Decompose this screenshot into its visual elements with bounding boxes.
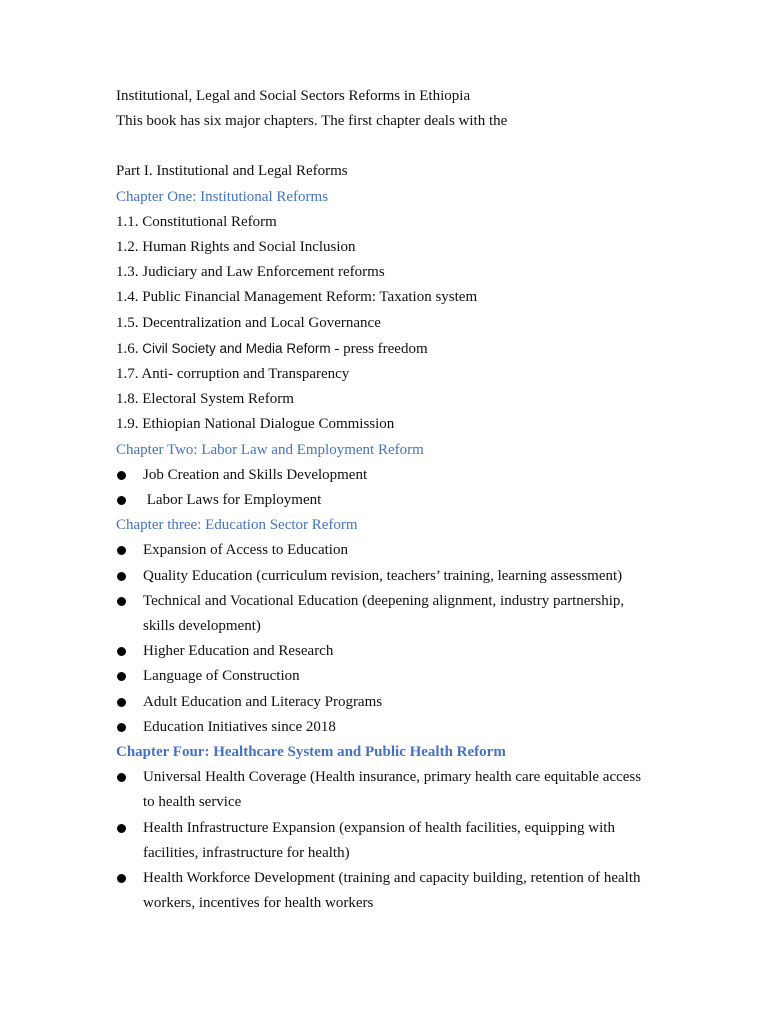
section-1-6-title: Civil Society and Media Reform [142, 340, 331, 356]
chapter-four-list [116, 765, 676, 916]
section-1-6 [116, 336, 676, 362]
chapter-three-list [116, 538, 676, 740]
list-item [116, 463, 676, 488]
list-item-text: Universal Health Coverage (Health insurance, primary health care equitable access to health service [143, 769, 642, 811]
bullet-icon [117, 496, 126, 505]
chapter-two-heading: Chapter Two: Labor Law and Employment Reform [116, 441, 424, 458]
list-item-text: Higher Education and Research [143, 643, 334, 660]
list-item-text: Language of Construction [143, 668, 300, 685]
section-1-2: 1.2. Human Rights and Social Inclusion [116, 239, 356, 256]
section-1-7: 1.7. Anti- corruption and Transparency [116, 366, 350, 383]
bullet-icon [117, 546, 126, 555]
list-item [116, 690, 676, 715]
bullet-icon [117, 471, 126, 480]
list-item-text: Job Creation and Skills Development [143, 466, 368, 483]
section-1-5: 1.5. Decentralization and Local Governance [116, 314, 381, 331]
section-1-9: 1.9. Ethiopian National Dialogue Commission [116, 416, 395, 433]
list-item [116, 538, 676, 563]
list-item [116, 816, 643, 866]
list-item-text: Technical and Vocational Education (deepening alignment, industry partnership, skills development) [143, 592, 625, 635]
section-1-4: 1.4. Public Financial Management Reform: Taxation system [116, 289, 478, 306]
list-item-text: Health Infrastructure Expansion (expansion of health facilities, equipping with facilities, infrastructure for health) [143, 819, 615, 861]
list-item-text: Health Workforce Development (training and capacity building, retention of health workers, incentives for health workers [143, 870, 641, 912]
list-item [116, 765, 643, 815]
list-item-text: Expansion of Access to Education [143, 542, 348, 559]
list-item [116, 564, 676, 589]
section-1-6-number: 1.6. [116, 340, 143, 357]
list-item [116, 664, 676, 689]
bullet-icon [117, 672, 126, 681]
section-1-6-suffix: - press freedom [330, 340, 428, 357]
list-item [116, 715, 676, 740]
section-1-1: 1.1. Constitutional Reform [116, 213, 277, 230]
list-item [116, 866, 643, 916]
chapter-three-heading: Chapter three: Education Sector Reform [116, 517, 358, 534]
chapter-one-heading: Chapter One: Institutional Reforms [116, 188, 329, 205]
part-heading: Part I. Institutional and Legal Reforms [116, 163, 348, 180]
chapter-two-list [116, 463, 676, 513]
section-1-8: 1.8. Electoral System Reform [116, 391, 294, 408]
bullet-icon [117, 698, 126, 707]
bullet-icon [117, 723, 126, 732]
chapter-four-heading: Chapter Four: Healthcare System and Public Health Reform [116, 744, 506, 761]
list-item [116, 639, 676, 664]
document-title: Institutional, Legal and Social Sectors Reforms in Ethiopia [116, 88, 471, 104]
bullet-icon [117, 647, 126, 656]
document-page [116, 84, 676, 917]
bullet-icon [117, 597, 126, 606]
list-item [116, 589, 643, 639]
list-item-text: Education Initiatives since 2018 [143, 718, 336, 735]
bullet-icon [117, 874, 126, 883]
intro-paragraph: This book has six major chapters. The first chapter deals with the [116, 113, 508, 130]
list-item [116, 488, 676, 513]
bullet-icon [117, 773, 126, 782]
bullet-icon [117, 572, 126, 581]
list-item-text: Quality Education (curriculum revision, teachers’ training, learning assessment) [143, 567, 623, 584]
bullet-icon [117, 824, 126, 833]
blank-line [116, 134, 676, 159]
list-item-text: Labor Laws for Employment [143, 492, 322, 509]
section-1-3: 1.3. Judiciary and Law Enforcement reforms [116, 264, 385, 281]
list-item-text: Adult Education and Literacy Programs [143, 693, 383, 710]
